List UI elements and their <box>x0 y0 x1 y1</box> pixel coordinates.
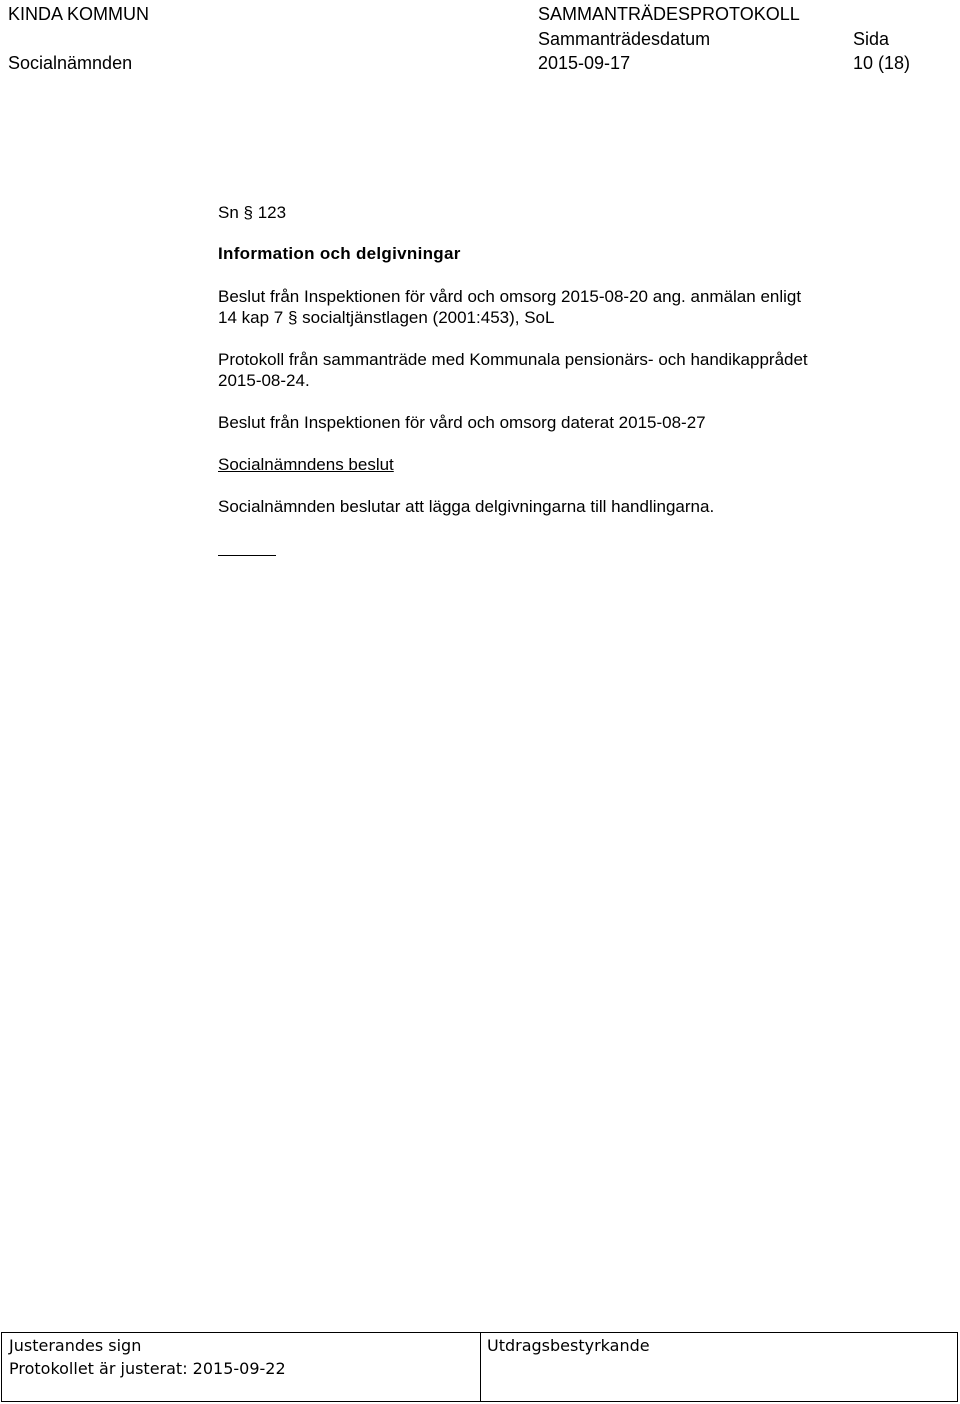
page-label: Sida <box>853 29 890 49</box>
section-title: Information och delgivningar <box>218 244 461 263</box>
section-number: Sn § 123 <box>218 203 287 222</box>
committee-name: Socialnämnden <box>8 53 133 73</box>
decision-heading: Socialnämndens beslut <box>218 455 394 474</box>
signature-footer <box>1 1332 958 1402</box>
item-2-line-2: 2015-08-24. <box>218 371 310 390</box>
sign-label: Justerandes sign <box>9 1336 142 1355</box>
decision-text: Socialnämnden beslutar att lägga delgivningarna till handlingarna. <box>218 497 715 516</box>
footer-divider <box>480 1333 481 1401</box>
adjusted-text: Protokollet är justerat: 2015-09-22 <box>9 1359 286 1378</box>
org-name: KINDA KOMMUN <box>8 4 150 24</box>
item-1-line-2: 14 kap 7 § socialtjänstlagen (2001:453), SoL <box>218 308 555 327</box>
document-type: SAMMANTRÄDESPROTOKOLL <box>538 4 800 24</box>
item-2-line-1: Protokoll från sammanträde med Kommunala pensionärs- och handikapprådet <box>218 350 808 369</box>
page-number: 10 (18) <box>853 53 911 73</box>
item-1-line-1: Beslut från Inspektionen för vård och omsorg 2015-08-20 ang. anmälan enligt <box>218 287 802 306</box>
section-end-rule <box>218 555 276 556</box>
meeting-date: 2015-09-17 <box>538 53 631 73</box>
extract-label: Utdragsbestyrkande <box>487 1336 650 1355</box>
meeting-date-label: Sammanträdesdatum <box>538 29 711 49</box>
item-3-line-1: Beslut från Inspektionen för vård och omsorg daterat 2015-08-27 <box>218 413 706 432</box>
